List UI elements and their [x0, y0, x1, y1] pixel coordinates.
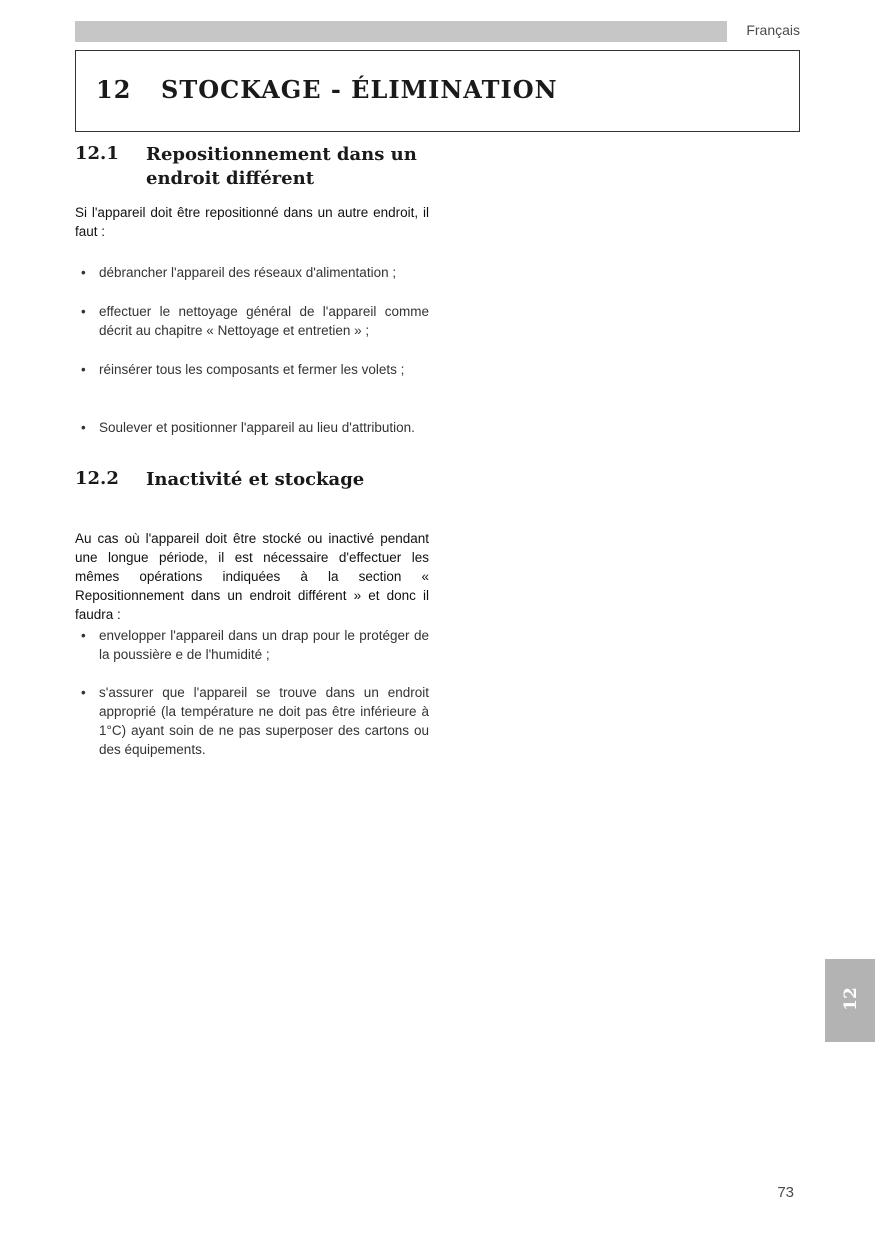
section-intro: Au cas où l'appareil doit être stocké ou inactivé pendant une longue période, il est nécessaire d'effectuer les mêmes opérations indiquées à la section « Repositionnement dans un endroit différent » et donc il faudra : [75, 531, 429, 622]
page-number: 73 [777, 1184, 794, 1201]
list-item [75, 263, 429, 282]
section-intro: Si l'appareil doit être repositionné dans un autre endroit, il faut : [75, 205, 429, 239]
list-item-text: s'assurer que l'appareil se trouve dans un endroit approprié (la température ne doit pas être inférieure à 1°C) ayant soin de ne pas superposer des cartons ou des équipements. [99, 685, 429, 757]
chapter-number: 12 [96, 75, 132, 104]
list-item-text: réinsérer tous les composants et fermer les volets ; [99, 362, 405, 377]
bullet-icon: • [81, 685, 86, 700]
list-item [75, 683, 429, 759]
chapter-side-tab [825, 959, 875, 1042]
list-item [75, 360, 429, 379]
side-tab-label: 12 [840, 987, 861, 1011]
section-number: 12.2 [75, 468, 119, 489]
bullet-icon: • [81, 628, 86, 643]
bullet-icon: • [81, 304, 86, 319]
bullet-icon: • [81, 265, 86, 280]
list-item [75, 418, 429, 437]
section-title: Inactivité et stockage [146, 469, 365, 490]
chapter-title: STOCKAGE - ÉLIMINATION [161, 75, 558, 104]
list-item-text: Soulever et positionner l'appareil au lieu d'attribution. [99, 420, 415, 435]
list-item [75, 626, 429, 664]
list-item-text: effectuer le nettoyage général de l'appareil comme décrit au chapitre « Nettoyage et entretien » ; [99, 304, 429, 338]
language-label: Français [746, 22, 800, 38]
list-item-text: envelopper l'appareil dans un drap pour le protéger de la poussière e de l'humidité ; [99, 628, 429, 662]
section-number: 12.1 [75, 143, 119, 164]
chapter-heading-box [75, 50, 800, 132]
bullet-icon: • [81, 420, 86, 435]
list-item [75, 302, 429, 340]
list-item-text: débrancher l'appareil des réseaux d'alimentation ; [99, 265, 397, 280]
bullet-icon: • [81, 362, 86, 377]
section-title: Repositionnement dans un endroit différent [146, 144, 417, 189]
header-bar [75, 21, 727, 42]
